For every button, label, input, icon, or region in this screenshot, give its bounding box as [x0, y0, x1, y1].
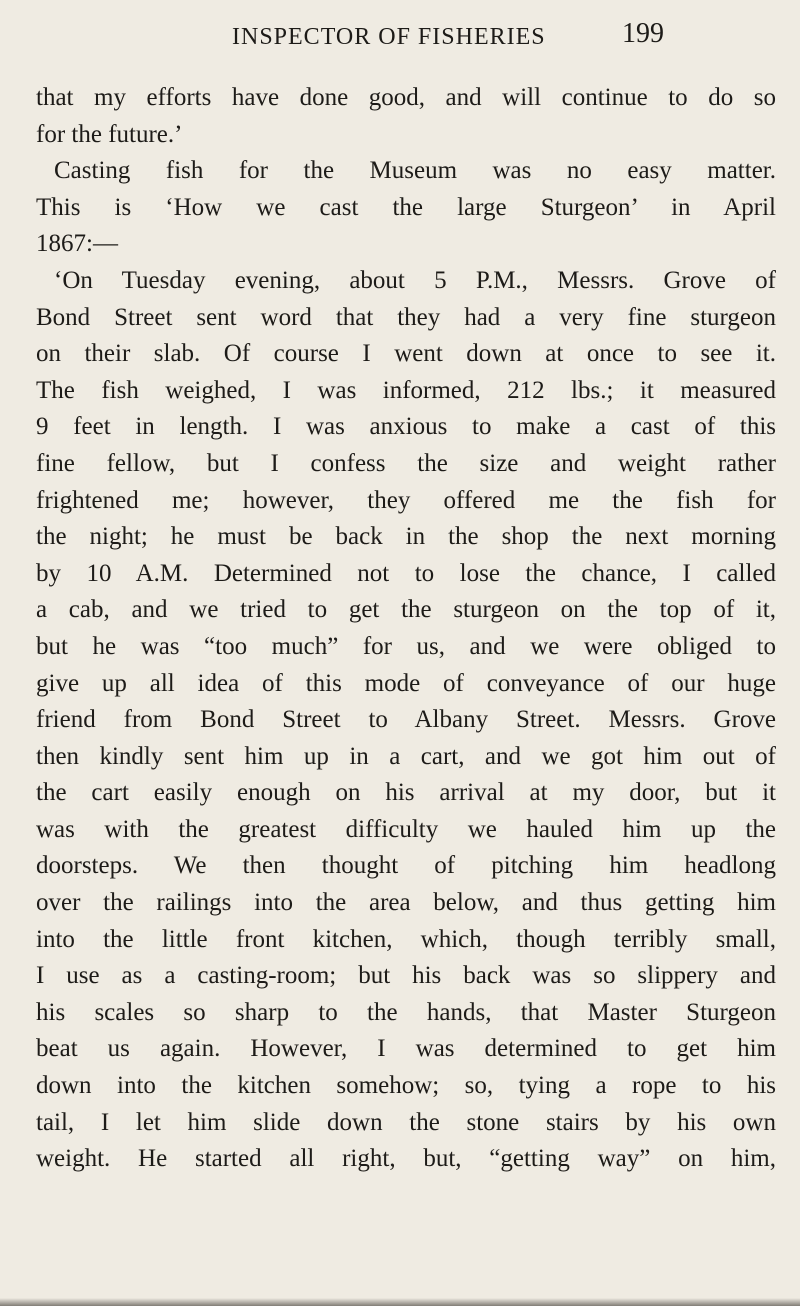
text-line: The fish weighed, I was informed, 212 lbs.; it measured	[36, 376, 776, 404]
text-line: weight. He started all right, but, “getting way” on him,	[36, 1145, 776, 1173]
page-number: 199	[622, 18, 664, 49]
text-line: for the future.’	[36, 120, 183, 148]
text-line: tail, I let him slide down the stone stairs by his own	[36, 1108, 776, 1136]
text-line: frightened me; however, they offered me the fish for	[36, 486, 776, 514]
text-line: beat us again. However, I was determined to get him	[36, 1035, 776, 1063]
text-line: then kindly sent him up in a cart, and we got him out of	[36, 742, 776, 770]
text-line: friend from Bond Street to Albany Street. Messrs. Grove	[36, 706, 776, 734]
text-line: the cart easily enough on his arrival at my door, but it	[36, 779, 776, 807]
text-line: by 10 A.M. Determined not to lose the chance, I called	[36, 559, 776, 587]
text-line: give up all idea of this mode of conveyance of our huge	[36, 669, 776, 697]
body-text	[36, 80, 776, 1178]
text-line: Casting fish for the Museum was no easy matter.	[54, 157, 776, 185]
running-title: INSPECTOR OF FISHERIES	[232, 24, 546, 50]
text-line: the night; he must be back in the shop the next morning	[36, 523, 776, 551]
text-line: his scales so sharp to the hands, that Master Sturgeon	[36, 998, 776, 1026]
text-line: 1867:—	[36, 230, 118, 258]
text-line: over the railings into the area below, and thus getting him	[36, 889, 776, 917]
text-line: 9 feet in length. I was anxious to make a cast of this	[36, 413, 776, 441]
text-line: ‘On Tuesday evening, about 5 P.M., Messrs. Grove of	[54, 266, 776, 294]
text-line: Bond Street sent word that they had a very fine sturgeon	[36, 303, 776, 331]
text-line: on their slab. Of course I went down at once to see it.	[36, 340, 776, 368]
text-line: a cab, and we tried to get the sturgeon on the top of it,	[36, 596, 776, 624]
text-line: was with the greatest difficulty we hauled him up the	[36, 815, 776, 843]
text-line: down into the kitchen somehow; so, tying a rope to his	[36, 1072, 776, 1100]
text-line: doorsteps. We then thought of pitching him headlong	[36, 852, 776, 880]
text-line: that my efforts have done good, and will continue to do so	[36, 84, 776, 111]
page-bottom-edge	[0, 1298, 800, 1306]
text-line: I use as a casting-room; but his back was so slippery and	[36, 962, 776, 990]
text-line: This is ‘How we cast the large Sturgeon’ in April	[36, 193, 776, 221]
text-line: into the little front kitchen, which, though terribly small,	[36, 925, 776, 953]
running-head	[0, 10, 800, 50]
text-line: fine fellow, but I confess the size and weight rather	[36, 449, 776, 477]
text-line: but he was “too much” for us, and we were obliged to	[36, 632, 776, 660]
